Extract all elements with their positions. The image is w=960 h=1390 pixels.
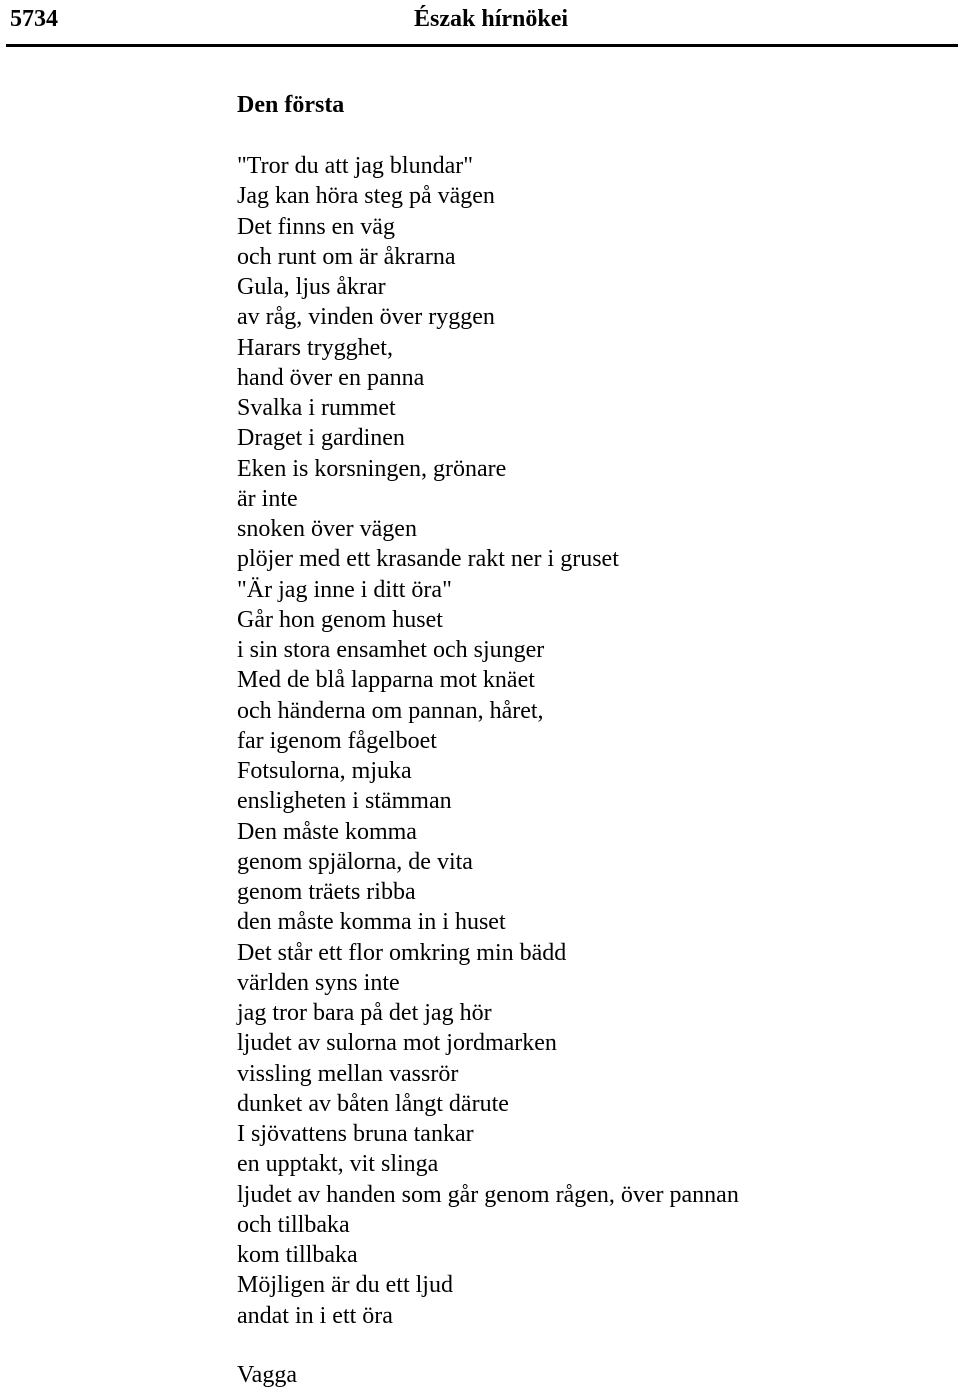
poem-line: världen syns inte bbox=[237, 969, 400, 996]
poem-line: plöjer med ett krasande rakt ner i gruset bbox=[237, 546, 619, 573]
poem-line: av råg, vinden över ryggen bbox=[237, 304, 495, 331]
poem-line: är inte bbox=[237, 485, 298, 512]
poem-line: Det står ett flor omkring min bädd bbox=[237, 939, 567, 966]
running-title: Észak hírnökei bbox=[414, 6, 569, 32]
poem-line: jag tror bara på det jag hör bbox=[237, 1000, 492, 1026]
poem-line: en upptakt, vit slinga bbox=[237, 1151, 439, 1178]
poem-line: Gula, ljus åkrar bbox=[237, 274, 386, 300]
poem-line: dunket av båten långt därute bbox=[237, 1090, 509, 1117]
poem-line: "Tror du att jag blundar" bbox=[237, 153, 474, 179]
poem-line: och tillbaka bbox=[237, 1211, 350, 1238]
poem-line: I sjövattens bruna tankar bbox=[237, 1121, 474, 1147]
poem-line: Draget i gardinen bbox=[237, 425, 405, 452]
poem-title: Den första bbox=[237, 92, 345, 118]
poem-line: Fotsulorna, mjuka bbox=[237, 758, 412, 784]
poem-line: Svalka i rummet bbox=[237, 395, 396, 421]
poem-line: hand över en panna bbox=[237, 364, 425, 391]
poem-line: far igenom fågelboet bbox=[237, 727, 437, 754]
poem-line: ljudet av handen som går genom rågen, över pannan bbox=[237, 1181, 739, 1208]
poem-body bbox=[237, 151, 739, 1331]
page-number: 5734 bbox=[10, 6, 58, 32]
page-header bbox=[0, 0, 960, 46]
poem-line: och runt om är åkrarna bbox=[237, 243, 456, 270]
poem-line: Med de blå lapparna mot knäet bbox=[237, 667, 535, 694]
poem-line: den måste komma in i huset bbox=[237, 909, 506, 936]
next-poem-heading: Vagga bbox=[237, 1362, 297, 1388]
poem-line: ljudet av sulorna mot jordmarken bbox=[237, 1030, 557, 1057]
poem-line: kom tillbaka bbox=[237, 1242, 358, 1268]
poem-line: genom spjälorna, de vita bbox=[237, 848, 473, 875]
poem-line: genom träets ribba bbox=[237, 879, 416, 905]
poem-line: Det finns en väg bbox=[237, 213, 395, 240]
poem-line: andat in i ett öra bbox=[237, 1302, 393, 1329]
poem-line: snoken över vägen bbox=[237, 516, 417, 542]
poem-line: Möjligen är du ett ljud bbox=[237, 1272, 453, 1299]
poem-line: Eken is korsningen, grönare bbox=[237, 455, 507, 482]
poem-line: "Är jag inne i ditt öra" bbox=[237, 576, 452, 603]
poem-line: ensligheten i stämman bbox=[237, 788, 452, 815]
poem-line: Går hon genom huset bbox=[237, 606, 443, 633]
poem-line: och händerna om pannan, håret, bbox=[237, 697, 544, 724]
poem-line: Jag kan höra steg på vägen bbox=[237, 183, 495, 210]
poem-line: Harars trygghet, bbox=[237, 334, 393, 361]
header-divider bbox=[6, 44, 958, 47]
poem-line: i sin stora ensamhet och sjunger bbox=[237, 637, 545, 663]
poem-line: Den måste komma bbox=[237, 818, 417, 845]
poem-line: vissling mellan vassrör bbox=[237, 1060, 459, 1087]
